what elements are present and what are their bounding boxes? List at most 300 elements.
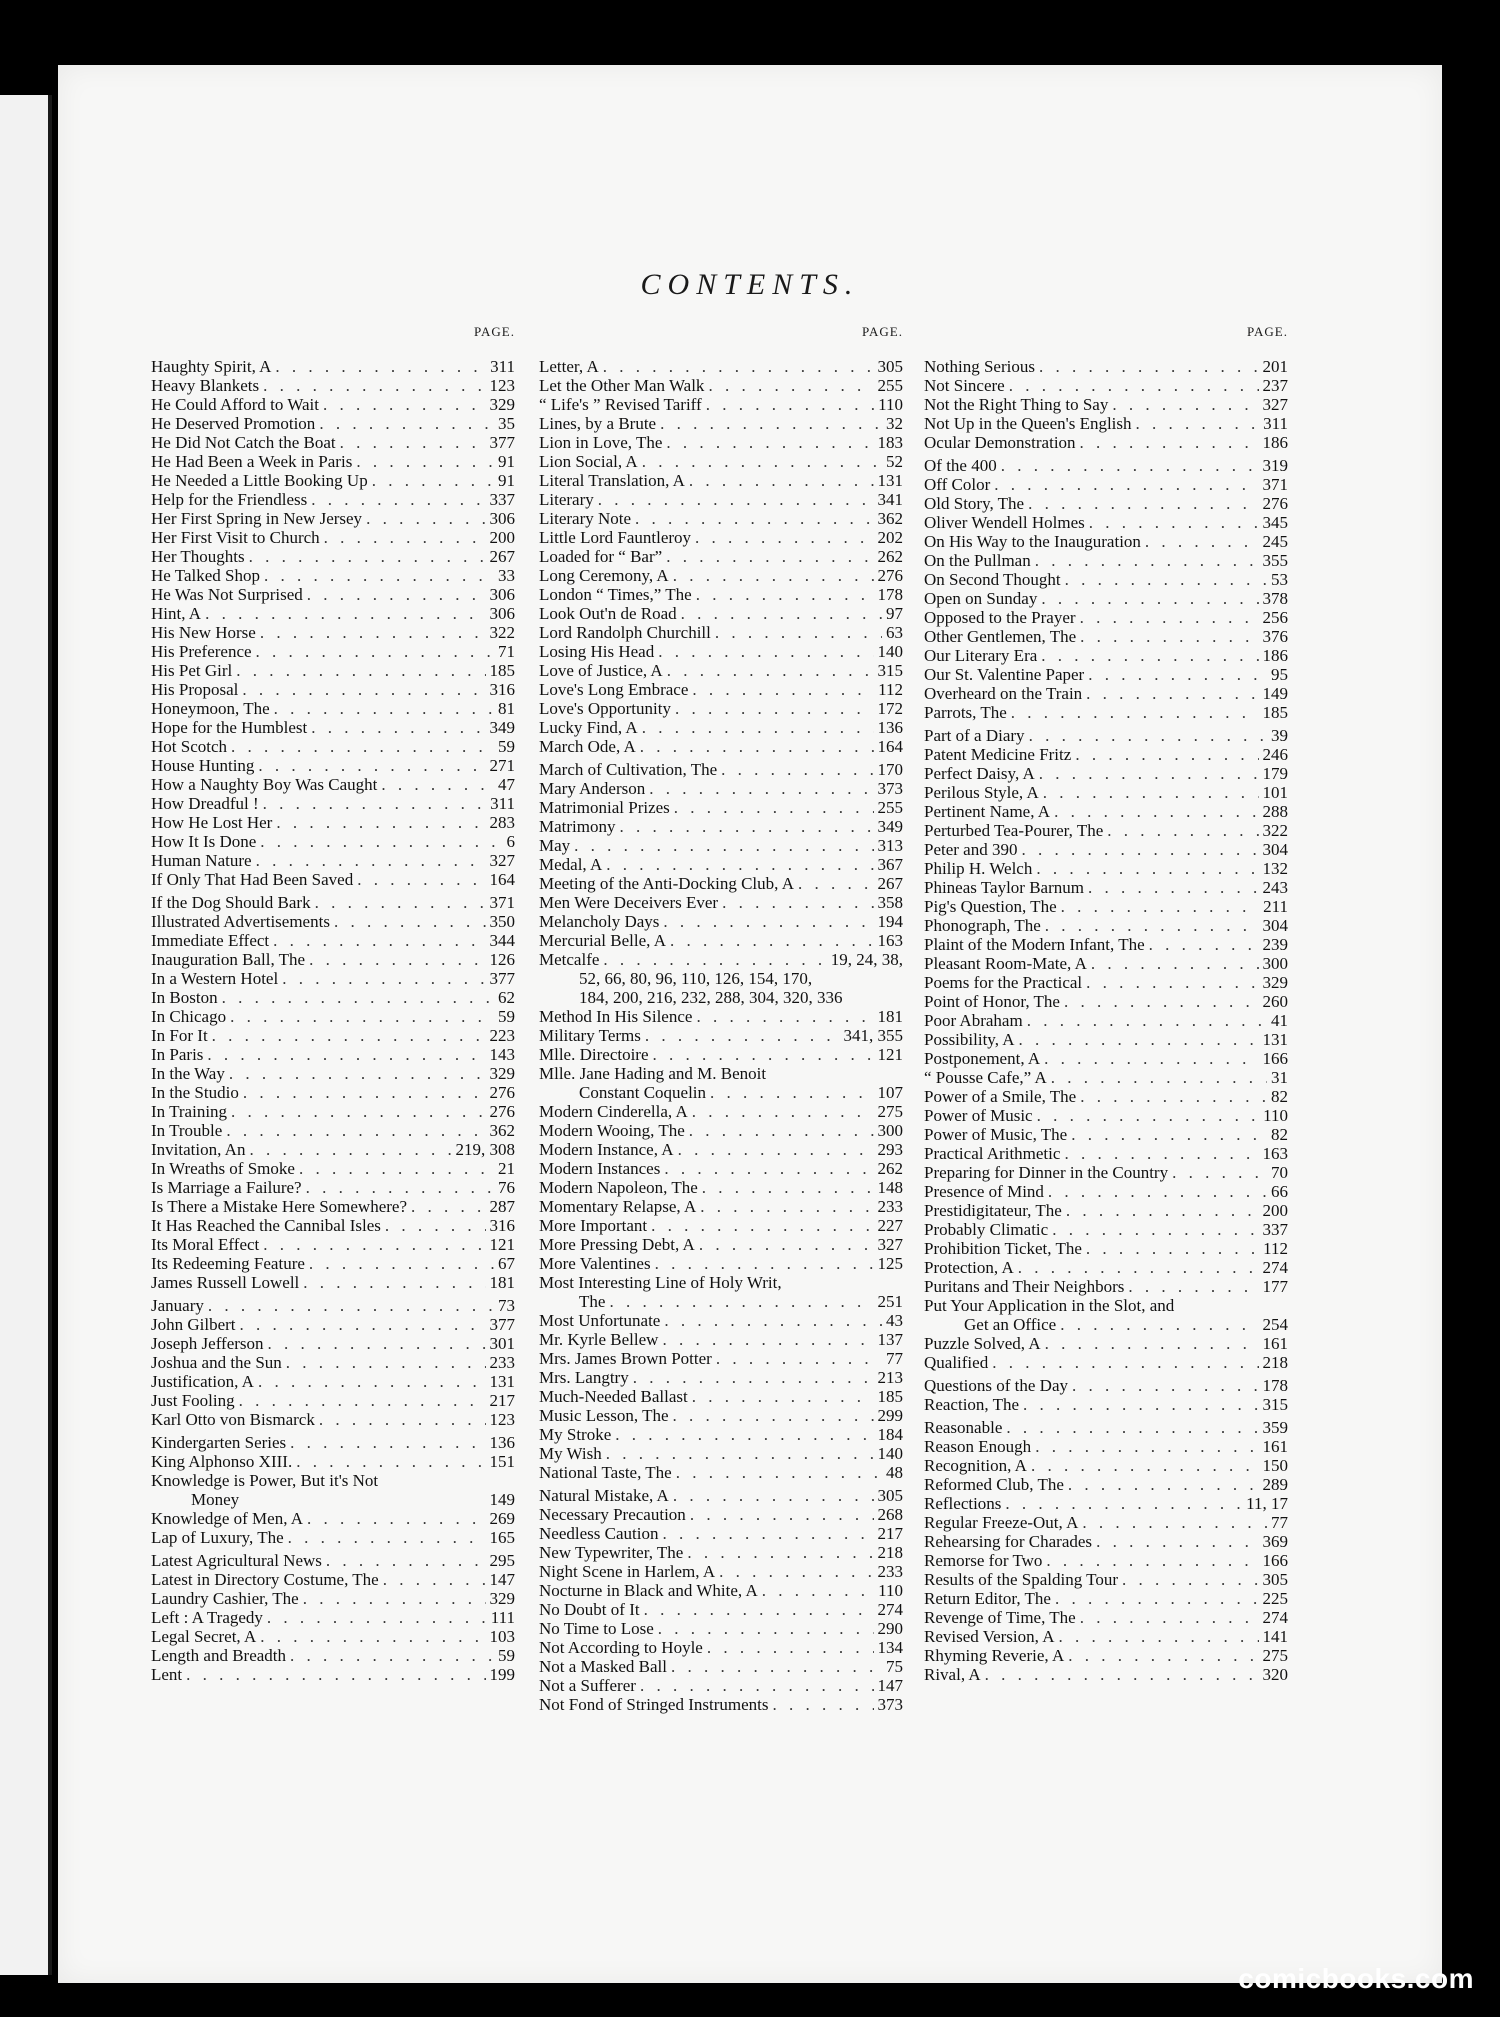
toc-entry	[539, 566, 903, 585]
dot-leader	[311, 490, 485, 509]
toc-entry	[924, 897, 1288, 916]
entry-page-number: 126	[489, 950, 515, 969]
entry-page-number: 262	[877, 1159, 903, 1178]
entry-title: Practical Arithmetic	[924, 1144, 1061, 1163]
toc-entry	[539, 1619, 903, 1638]
entry-page-number: 179	[1262, 764, 1288, 783]
entry-title: Rehearsing for Charades	[924, 1532, 1093, 1551]
toc-entry	[924, 878, 1288, 897]
entry-title: Illustrated Advertisements	[151, 912, 330, 931]
entry-page-number: 11, 17	[1246, 1494, 1288, 1513]
entry-title: Other Gentlemen, The	[924, 627, 1077, 646]
toc-entry	[151, 490, 515, 509]
dot-leader	[273, 931, 485, 950]
entry-page-number: 186	[1262, 646, 1288, 665]
entry-page-number: 91	[498, 471, 515, 490]
entry-title: Length and Breadth	[151, 1646, 287, 1665]
dot-leader	[645, 1026, 840, 1045]
toc-entry	[539, 1349, 903, 1368]
entry-page-number: 254	[1262, 1315, 1288, 1334]
entry-title: John Gilbert	[151, 1315, 236, 1334]
dot-leader	[1054, 802, 1258, 821]
dot-leader	[1059, 1627, 1259, 1646]
toc-entry	[151, 1334, 515, 1353]
entry-title: Its Redeeming Feature	[151, 1254, 305, 1273]
dot-leader	[692, 1102, 874, 1121]
entry-page-number: 233	[877, 1562, 903, 1581]
toc-entry	[924, 1011, 1288, 1030]
toc-entry	[539, 1064, 903, 1083]
dot-leader	[707, 1638, 874, 1657]
toc-entry	[151, 699, 515, 718]
entry-page-number: 218	[877, 1543, 903, 1562]
toc-entry	[151, 680, 515, 699]
toc-entry	[924, 1494, 1288, 1513]
toc-entry	[924, 1513, 1288, 1532]
dot-leader	[666, 433, 873, 452]
dot-leader	[1036, 859, 1258, 878]
dot-leader	[1019, 1030, 1259, 1049]
dot-leader	[574, 836, 873, 855]
entry-page-number: 110	[878, 395, 903, 414]
entry-title: Reasonable	[924, 1418, 1003, 1437]
entry-title: His Pet Girl	[151, 661, 233, 680]
toc-entry	[539, 1140, 903, 1159]
entry-page-number: 287	[489, 1197, 515, 1216]
toc-entry	[151, 1433, 515, 1452]
dot-leader	[258, 1372, 486, 1391]
entry-page-number: 315	[1262, 1395, 1288, 1414]
toc-entry	[151, 950, 515, 969]
toc-entry	[539, 452, 903, 471]
entry-title: Plaint of the Modern Infant, The	[924, 935, 1145, 954]
toc-entry	[539, 490, 903, 509]
dot-leader	[663, 912, 873, 931]
dot-leader	[1128, 1277, 1258, 1296]
dot-leader	[1035, 1437, 1258, 1456]
entry-page-number: 63	[886, 623, 903, 642]
dot-leader	[366, 509, 485, 528]
entry-title: Just Fooling	[151, 1391, 235, 1410]
dot-leader	[226, 1121, 485, 1140]
entry-page-number: 299	[877, 1406, 903, 1425]
dot-leader	[307, 1509, 485, 1528]
entry-page-number: 319	[1262, 456, 1288, 475]
entry-title: London “ Times,” The	[539, 585, 692, 604]
entry-page-number: 322	[489, 623, 515, 642]
entry-title: Help for the Friendless	[151, 490, 308, 509]
entry-title: Lord Randolph Churchill	[539, 623, 711, 642]
dot-leader	[267, 1608, 487, 1627]
toc-entry	[151, 718, 515, 737]
toc-entry	[539, 1045, 903, 1064]
entry-page-number: 267	[877, 874, 903, 893]
page-column-heading: PAGE.	[861, 324, 903, 339]
entry-title: Presence of Mind	[924, 1182, 1044, 1201]
dot-leader	[212, 1026, 486, 1045]
toc-entry	[924, 783, 1288, 802]
entry-title: In Boston	[151, 988, 218, 1007]
toc-entry	[151, 893, 515, 912]
entry-title: Perilous Style, A	[924, 783, 1039, 802]
entry-page-number: 313	[877, 836, 903, 855]
dot-leader	[258, 756, 485, 775]
dot-leader	[715, 623, 882, 642]
dot-leader	[1172, 1163, 1267, 1182]
entry-page-number: 306	[489, 509, 515, 528]
toc-entry	[924, 646, 1288, 665]
toc-entry	[924, 627, 1288, 646]
dot-leader	[722, 893, 873, 912]
entry-title: Results of the Spalding Tour	[924, 1570, 1118, 1589]
entry-title: Remorse for Two	[924, 1551, 1043, 1570]
entry-title: 184, 200, 216, 232, 288, 304, 320, 336	[579, 988, 843, 1007]
entry-page-number: 47	[498, 775, 515, 794]
entry-title: His Proposal	[151, 680, 239, 699]
contents-column-2	[539, 325, 903, 1714]
entry-page-number: 311	[490, 794, 515, 813]
entry-page-number: 76	[498, 1178, 515, 1197]
toc-entry	[539, 585, 903, 604]
entry-page-number: 121	[489, 1235, 515, 1254]
entry-title: Lion in Love, The	[539, 433, 663, 452]
dot-leader	[678, 1140, 874, 1159]
dot-leader	[249, 1140, 451, 1159]
toc-entry	[539, 1235, 903, 1254]
entry-page-number: 110	[1263, 1106, 1288, 1125]
entry-title: Knowledge is Power, But it's Not	[151, 1471, 379, 1490]
entry-page-number: 31	[1271, 1068, 1288, 1087]
dot-leader	[662, 1330, 873, 1349]
dot-leader	[985, 1665, 1259, 1684]
dot-leader	[186, 1665, 485, 1684]
entry-title: January	[151, 1296, 204, 1315]
toc-entry	[151, 1509, 515, 1528]
toc-entry	[151, 433, 515, 452]
dot-leader	[992, 1353, 1258, 1372]
entry-title: Love's Long Embrace	[539, 680, 689, 699]
entry-page-number: 200	[489, 528, 515, 547]
dot-leader	[673, 566, 874, 585]
dot-leader	[231, 737, 494, 756]
toc-entry	[924, 1608, 1288, 1627]
toc-entry	[539, 760, 903, 779]
entry-page-number: 33	[498, 566, 515, 585]
toc-entry	[924, 745, 1288, 764]
entry-title: Hint, A	[151, 604, 202, 623]
entry-page-number: 262	[877, 547, 903, 566]
entry-title: Let the Other Man Walk	[539, 376, 705, 395]
entry-title: Revised Version, A	[924, 1627, 1055, 1646]
toc-entry	[539, 1657, 903, 1676]
dot-leader	[1037, 1106, 1260, 1125]
toc-entry	[151, 471, 515, 490]
entry-page-number: 200	[1262, 1201, 1288, 1220]
entry-title: Reason Enough	[924, 1437, 1032, 1456]
toc-entry	[924, 821, 1288, 840]
toc-entry	[151, 1296, 515, 1315]
entry-title: Old Story, The	[924, 494, 1025, 513]
entry-title: Hot Scotch	[151, 737, 228, 756]
entry-title: Her First Visit to Church	[151, 528, 320, 547]
entry-page-number: 239	[1262, 935, 1288, 954]
dot-leader	[687, 1543, 873, 1562]
entry-page-number: 107	[877, 1083, 903, 1102]
toc-entry	[151, 1045, 515, 1064]
entry-title: If the Dog Should Bark	[151, 893, 311, 912]
entry-list	[151, 357, 515, 1684]
entry-page-number: 227	[877, 1216, 903, 1235]
dot-leader	[1112, 395, 1258, 414]
entry-page-number: 177	[1262, 1277, 1288, 1296]
entry-title: Pig's Question, The	[924, 897, 1057, 916]
dot-leader	[1080, 1087, 1267, 1106]
entry-page-number: 276	[489, 1083, 515, 1102]
entry-page-number: 300	[1262, 954, 1288, 973]
entry-title: Mlle. Directoire	[539, 1045, 649, 1064]
entry-page-number: 371	[489, 893, 515, 912]
entry-page-number: 97	[886, 604, 903, 623]
entry-title: Night Scene in Harlem, A	[539, 1562, 716, 1581]
entry-title: Philip H. Welch	[924, 859, 1033, 878]
dot-leader	[249, 547, 486, 566]
toc-entry	[924, 703, 1288, 726]
dot-leader	[1071, 1125, 1267, 1144]
entry-list	[539, 357, 903, 1714]
toc-entry	[151, 1627, 515, 1646]
entry-page-number: 233	[877, 1197, 903, 1216]
entry-page-number: 225	[1262, 1589, 1288, 1608]
toc-entry	[924, 1532, 1288, 1551]
toc-entry	[151, 1551, 515, 1570]
dot-leader	[303, 1589, 486, 1608]
entry-page-number: 243	[1262, 878, 1288, 897]
entry-title: Matrimonial Prizes	[539, 798, 670, 817]
dot-leader	[689, 471, 874, 490]
entry-title: His Preference	[151, 642, 252, 661]
entry-page-number: 19, 24, 38,	[830, 950, 903, 969]
dot-leader	[1065, 570, 1267, 589]
entry-page-number: 53	[1271, 570, 1288, 589]
entry-page-number: 305	[1262, 1570, 1288, 1589]
entry-page-number: 269	[489, 1509, 515, 1528]
toc-entry	[539, 623, 903, 642]
entry-page-number: 373	[877, 779, 903, 798]
entry-page-number: 172	[877, 699, 903, 718]
dot-leader	[288, 1528, 486, 1547]
entry-page-number: 349	[489, 718, 515, 737]
toc-entry	[924, 1087, 1288, 1106]
toc-entry	[151, 756, 515, 775]
toc-entry	[539, 1524, 903, 1543]
toc-entry	[924, 608, 1288, 627]
dot-leader	[319, 414, 494, 433]
dot-leader	[268, 1334, 486, 1353]
dot-leader	[1075, 745, 1258, 764]
entry-page-number: 150	[1262, 1456, 1288, 1475]
entry-page-number: 316	[489, 680, 515, 699]
dot-leader	[662, 1524, 873, 1543]
toc-entry	[151, 1410, 515, 1433]
entry-title: Most Unfortunate	[539, 1311, 661, 1330]
entry-page-number: 81	[498, 699, 515, 718]
dot-leader	[263, 376, 485, 395]
dot-leader	[1086, 684, 1258, 703]
dot-leader	[640, 1676, 874, 1695]
entry-page-number: 181	[489, 1273, 515, 1292]
entry-title: Little Lord Fauntleroy	[539, 528, 692, 547]
entry-title: Is Marriage a Failure?	[151, 1178, 302, 1197]
dot-leader	[671, 1657, 882, 1676]
entry-page-number: 178	[877, 585, 903, 604]
entry-title: How Dreadful !	[151, 794, 259, 813]
dot-leader	[372, 471, 494, 490]
entry-page-number: 178	[1262, 1376, 1288, 1395]
toc-entry	[151, 509, 515, 528]
entry-page-number: 350	[489, 912, 515, 931]
toc-entry	[924, 1239, 1288, 1258]
dot-leader	[356, 452, 494, 471]
entry-page-number: 218	[1262, 1353, 1288, 1372]
toc-entry	[924, 1144, 1288, 1163]
toc-entry	[539, 1254, 903, 1273]
entry-page-number: 170	[877, 760, 903, 779]
toc-entry	[924, 532, 1288, 551]
dot-leader	[319, 1410, 486, 1429]
entry-title: In Trouble	[151, 1121, 223, 1140]
entry-page-number: 367	[877, 855, 903, 874]
toc-entry	[151, 642, 515, 661]
entry-page-number: 21	[498, 1159, 515, 1178]
entry-page-number: 359	[1262, 1418, 1288, 1437]
entry-title: Momentary Relapse, A	[539, 1197, 697, 1216]
entry-title: Knowledge of Men, A	[151, 1509, 304, 1528]
entry-title: Latest Agricultural News	[151, 1551, 322, 1570]
dot-leader	[603, 950, 826, 969]
toc-entry	[924, 726, 1288, 745]
entry-page-number: 301	[489, 1334, 515, 1353]
entry-page-number: 194	[877, 912, 903, 931]
entry-title: Power of Music, The	[924, 1125, 1068, 1144]
entry-title: Method In His Silence	[539, 1007, 693, 1026]
dot-leader	[334, 912, 486, 931]
entry-title: Not Fond of Stringed Instruments	[539, 1695, 769, 1714]
entry-title: He Needed a Little Booking Up	[151, 471, 368, 490]
entry-title: Men Were Deceivers Ever	[539, 893, 719, 912]
entry-page-number: 41	[1271, 1011, 1288, 1030]
entry-page-number: 283	[489, 813, 515, 832]
dot-leader	[240, 1315, 486, 1334]
entry-page-number: 260	[1262, 992, 1288, 1011]
dot-leader	[276, 813, 485, 832]
toc-entry	[539, 1197, 903, 1216]
dot-leader	[1086, 1239, 1259, 1258]
toc-entry	[539, 912, 903, 931]
entry-title: Lap of Luxury, The	[151, 1528, 284, 1547]
entry-page-number: 337	[1262, 1220, 1288, 1239]
dot-leader	[1031, 1456, 1259, 1475]
entry-page-number: 223	[489, 1026, 515, 1045]
entry-page-number: 121	[877, 1045, 903, 1064]
entry-title: In For It	[151, 1026, 208, 1045]
dot-leader	[1055, 1589, 1259, 1608]
toc-entry	[151, 585, 515, 604]
watermark: comicbooks.com	[1238, 1963, 1474, 1994]
entry-title: Human Nature	[151, 851, 252, 870]
entry-page-number: 329	[489, 1064, 515, 1083]
entry-page-number: 304	[1262, 840, 1288, 859]
dot-leader	[315, 893, 486, 912]
toc-entry	[151, 1121, 515, 1140]
entry-title: On Second Thought	[924, 570, 1061, 589]
entry-title: Prestidigitateur, The	[924, 1201, 1062, 1220]
toc-entry	[924, 414, 1288, 433]
entry-title: Regular Freeze-Out, A	[924, 1513, 1079, 1532]
dot-leader	[256, 851, 486, 870]
entry-page-number: 274	[877, 1600, 903, 1619]
entry-page-number: 75	[886, 1657, 903, 1676]
toc-entry	[539, 1159, 903, 1178]
entry-title: Is There a Mistake Here Somewhere?	[151, 1197, 407, 1216]
entry-title: Her First Spring in New Jersey	[151, 509, 363, 528]
entry-page-number: 362	[877, 509, 903, 528]
entry-page-number: 255	[877, 376, 903, 395]
entry-title: Revenge of Time, The	[924, 1608, 1076, 1627]
entry-page-number: 311	[1263, 414, 1288, 433]
dot-leader	[719, 1562, 873, 1581]
dot-leader	[1122, 1570, 1259, 1589]
dot-leader	[309, 1254, 494, 1273]
dot-leader	[264, 566, 494, 585]
toc-entry	[151, 912, 515, 931]
dot-leader	[326, 1551, 486, 1570]
entry-title: Constant Coquelin	[579, 1083, 707, 1102]
entry-page-number: 39	[1271, 726, 1288, 745]
toc-entry	[924, 1163, 1288, 1182]
dot-leader	[1052, 1220, 1258, 1239]
toc-entry	[539, 1543, 903, 1562]
dot-leader	[242, 680, 485, 699]
toc-entry	[151, 1235, 515, 1254]
dot-leader	[1068, 1646, 1258, 1665]
dot-leader	[620, 817, 874, 836]
entry-title: On His Way to the Inauguration	[924, 532, 1141, 551]
entry-title: Reformed Club, The	[924, 1475, 1064, 1494]
entry-page-number: 148	[877, 1178, 903, 1197]
toc-entry	[924, 684, 1288, 703]
entry-page-number: 255	[877, 798, 903, 817]
entry-title: More Important	[539, 1216, 648, 1235]
entry-page-number: 147	[877, 1676, 903, 1695]
dot-leader	[385, 1216, 486, 1235]
entry-page-number: 163	[877, 931, 903, 950]
toc-entry	[539, 1581, 903, 1600]
entry-page-number: 52	[886, 452, 903, 471]
dot-leader	[296, 1452, 485, 1471]
entry-page-number: 276	[1262, 494, 1288, 513]
toc-entry	[151, 832, 515, 851]
entry-page-number: 233	[489, 1353, 515, 1372]
entry-page-number: 110	[878, 1581, 903, 1600]
dot-leader	[664, 1159, 873, 1178]
entry-title: Loaded for “ Bar”	[539, 547, 663, 566]
entry-page-number: 377	[489, 433, 515, 452]
entry-title: Phonograph, The	[924, 916, 1041, 935]
entry-title: He Talked Shop	[151, 566, 260, 585]
toc-entry	[151, 1589, 515, 1608]
dot-leader	[1041, 589, 1258, 608]
dot-leader	[260, 623, 486, 642]
